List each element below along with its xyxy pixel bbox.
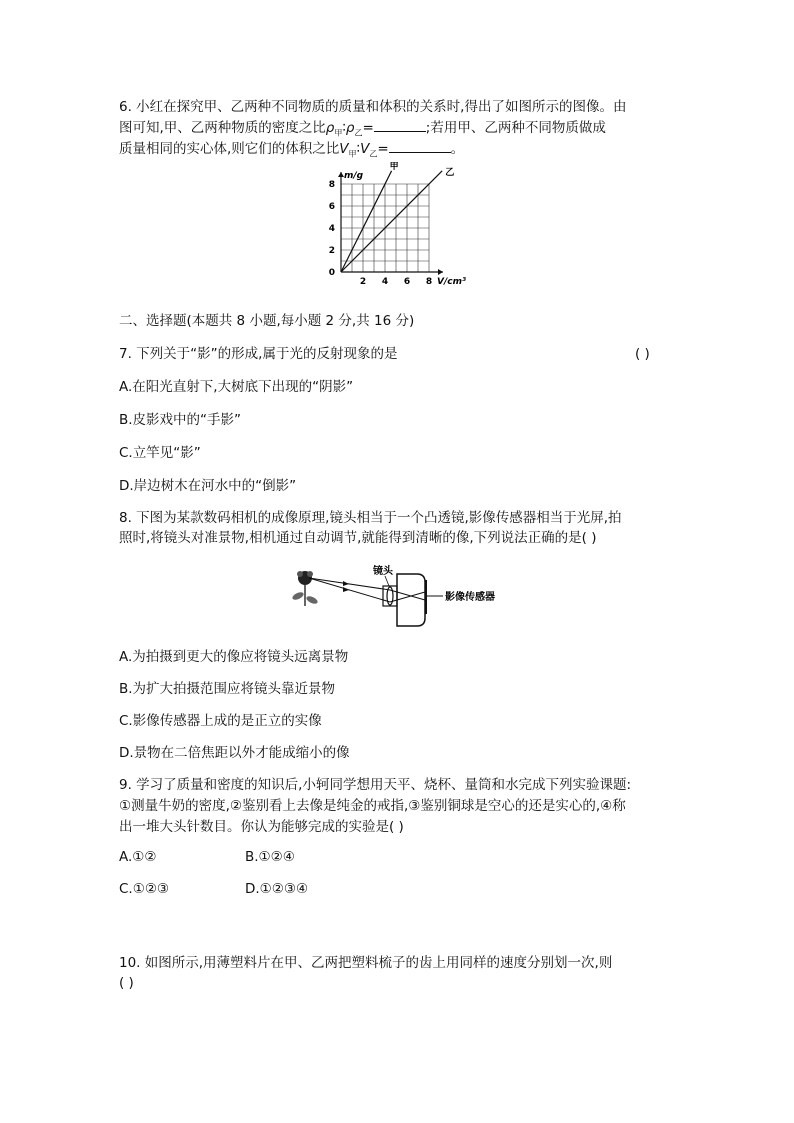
answer-blank[interactable] xyxy=(389,140,451,153)
q8-option-c[interactable]: C.影像传感器上成的是正立的实像 xyxy=(119,713,322,729)
q9-option-a[interactable]: A.①② xyxy=(119,849,157,865)
q9-option-c[interactable]: C.①②③ xyxy=(119,881,170,897)
answer-blank[interactable] xyxy=(374,119,426,132)
y-axis-label: m/g xyxy=(344,171,364,181)
q8-option-b[interactable]: B.为扩大拍摄范围应将镜头靠近景物 xyxy=(119,681,336,697)
section-heading: 二、选择题(本题共 8 小题,每小题 2 分,共 16 分) xyxy=(119,313,415,329)
rho-symbol: ρ xyxy=(325,120,335,136)
x-tick-label: 4 xyxy=(381,277,389,287)
q10-line1: 10. 如图所示,用薄塑料片在甲、乙两把塑料梳子的齿上用同样的速度分别划一次,则 xyxy=(119,955,613,971)
q9-line2: ①测量牛奶的密度,②鉴别看上去像是纯金的戒指,③鉴别铜球是空心的还是实心的,④称 xyxy=(119,798,626,814)
chart-labels xyxy=(329,162,466,287)
q8-line2: 照时,将镜头对准景物,相机通过自动调节,就能得到清晰的像,下列说法正确的是( ) xyxy=(119,530,597,546)
q6-line1: 6. 小红在探究甲、乙两种不同物质的质量和体积的关系时,得出了如图所示的图像。由 xyxy=(119,99,627,115)
x-tick-label: 6 xyxy=(403,277,411,287)
x-tick-label: 8 xyxy=(425,277,433,287)
q6-line3 xyxy=(119,139,464,165)
q6-line3-text: 质量相同的实心体,则它们的体积之比 xyxy=(119,141,340,157)
camera-body xyxy=(397,574,425,626)
series-label: 甲 xyxy=(389,162,399,172)
chart-series xyxy=(341,171,442,272)
q9-option-d[interactable]: D.①②③④ xyxy=(245,881,309,897)
y-tick-label: 6 xyxy=(328,202,335,212)
q10-answer-paren[interactable]: ( ) xyxy=(119,975,134,991)
q7-option-c[interactable]: C.立竿见“影” xyxy=(119,445,201,461)
q7-option-a[interactable]: A.在阳光直射下,大树底下出现的“阴影” xyxy=(119,379,354,395)
q7-stem: 7. 下列关于“影”的形成,属于光的反射现象的是 xyxy=(119,346,398,362)
light-ray xyxy=(309,578,390,602)
sub-jia: 甲 xyxy=(334,128,343,138)
q6-line2-text-b: ;若用甲、乙两种不同物质做成 xyxy=(425,120,606,136)
sub-jia: 甲 xyxy=(348,149,357,159)
rho-symbol: ρ xyxy=(345,120,355,136)
q9-line3: 出一堆大头针数目。你认为能够完成的实验是( ) xyxy=(119,819,404,835)
series-line xyxy=(341,171,442,272)
q8-line1: 8. 下图为某款数码相机的成像原理,镜头相当于一个凸透镜,影像传感器相当于光屏,拍 xyxy=(119,510,622,526)
y-tick-label: 8 xyxy=(328,180,335,190)
x-axis-label: V/cm³ xyxy=(437,277,466,287)
leaf-icon xyxy=(305,595,318,606)
y-tick-label: 4 xyxy=(328,224,335,234)
x-axis-arrow xyxy=(438,269,443,275)
sub-yi: 乙 xyxy=(369,149,378,159)
lens-label: 镜头 xyxy=(373,566,393,577)
sensor-label: 影像传感器 xyxy=(445,592,495,603)
series-line xyxy=(341,171,392,272)
y-tick-label: 2 xyxy=(328,246,335,256)
camera-diagram xyxy=(285,558,515,638)
q9-line1: 9. 学习了质量和密度的知识后,小轲同学想用天平、烧杯、量筒和水完成下列实验课题: xyxy=(119,777,632,793)
leaf-icon xyxy=(291,591,304,602)
series-label: 乙 xyxy=(445,167,455,178)
light-ray xyxy=(390,590,425,600)
origin-label: 0 xyxy=(328,268,335,278)
v-symbol: V xyxy=(360,141,370,157)
sub-yi: 乙 xyxy=(354,128,363,138)
q8-option-d[interactable]: D.景物在二倍焦距以外才能成缩小的像 xyxy=(119,745,350,761)
colon: ∶ xyxy=(342,120,346,136)
v-symbol: V xyxy=(339,141,349,157)
colon: ∶ xyxy=(356,141,361,157)
light-ray xyxy=(309,578,390,590)
q6-line2-text: 图可知,甲、乙两种物质的密度之比 xyxy=(119,120,326,136)
mass-volume-chart xyxy=(325,162,475,290)
period: 。 xyxy=(450,141,465,157)
equals: = xyxy=(377,141,389,157)
q7-option-d[interactable]: D.岸边树木在河水中的“倒影” xyxy=(119,478,297,494)
q8-option-a[interactable]: A.为拍摄到更大的像应将镜头远离景物 xyxy=(119,649,349,665)
q7-option-b[interactable]: B.皮影戏中的“手影” xyxy=(119,412,242,428)
light-ray xyxy=(390,592,425,602)
equals: = xyxy=(362,120,374,136)
q9-option-b[interactable]: B.①②④ xyxy=(245,849,295,865)
q7-answer-paren[interactable]: ( ) xyxy=(635,346,650,362)
x-tick-label: 2 xyxy=(359,277,367,287)
